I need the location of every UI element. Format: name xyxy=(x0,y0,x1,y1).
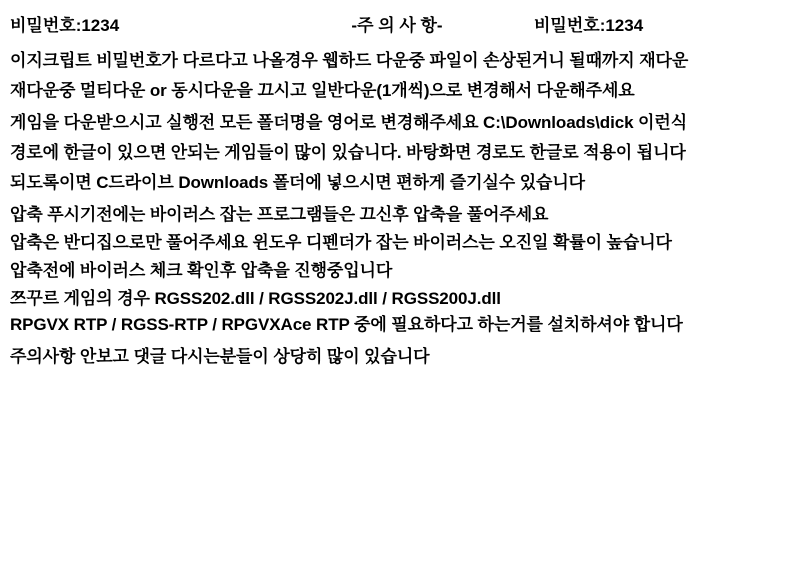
notice-block-read-notice xyxy=(10,348,790,365)
notice-line: 이지크립트 비밀번호가 다르다고 나올경우 웹하드 다운중 파일이 손상된거니 될때까지 재다운 xyxy=(10,51,689,70)
password-left: 비밀번호:1234 xyxy=(10,16,120,35)
notice-line: 경로에 한글이 있으면 안되는 게임들이 많이 있습니다. 바탕화면 경로도 한글로 적용이 됩니다 xyxy=(10,143,686,162)
notice-line: 되도록이면 C드라이브 Downloads 폴더에 넣으시면 편하게 즐기실수 있습니다 xyxy=(10,173,586,192)
notice-line: 주의사항 안보고 댓글 다시는분들이 상당히 많이 있습니다 xyxy=(10,347,430,366)
notice-line: 압축전에 바이러스 체크 확인후 압축을 진행중입니다 xyxy=(10,261,393,280)
page-title: -주 의 사 항- xyxy=(351,16,443,35)
notice-block-folder-path xyxy=(10,114,790,191)
notice-block-antivirus-off xyxy=(10,206,790,223)
notice-block-rtp xyxy=(10,290,790,333)
notice-line: 게임을 다운받으시고 실행전 모든 폴더명을 영어로 변경해주세요 C:\Downloads\dick 이런식 xyxy=(10,113,688,132)
notice-line: RPGVX RTP / RGSS-RTP / RPGVXAce RTP 중에 필요하다고 하는거를 설치하셔야 합니다 xyxy=(10,315,683,334)
notice-line: 재다운중 멀티다운 or 동시다운을 끄시고 일반다운(1개씩)으로 변경해서 다운해주세요 xyxy=(10,81,635,100)
notice-block-download xyxy=(10,52,790,99)
notice-line: 압축 푸시기전에는 바이러스 잡는 프로그램들은 끄신후 압축을 풀어주세요 xyxy=(10,205,549,224)
notice-line: 쯔꾸르 게임의 경우 RGSS202.dll / RGSS202J.dll / RGSS200J.dll xyxy=(10,289,501,308)
notice-line: 압축은 반디집으로만 풀어주세요 윈도우 디펜더가 잡는 바이러스는 오진일 확률이 높습니다 xyxy=(10,233,672,252)
header xyxy=(10,11,790,36)
notice-block-virus-check xyxy=(10,262,790,279)
notice-block-bandizip xyxy=(10,234,790,251)
password-right: 비밀번호:1234 xyxy=(534,16,644,35)
